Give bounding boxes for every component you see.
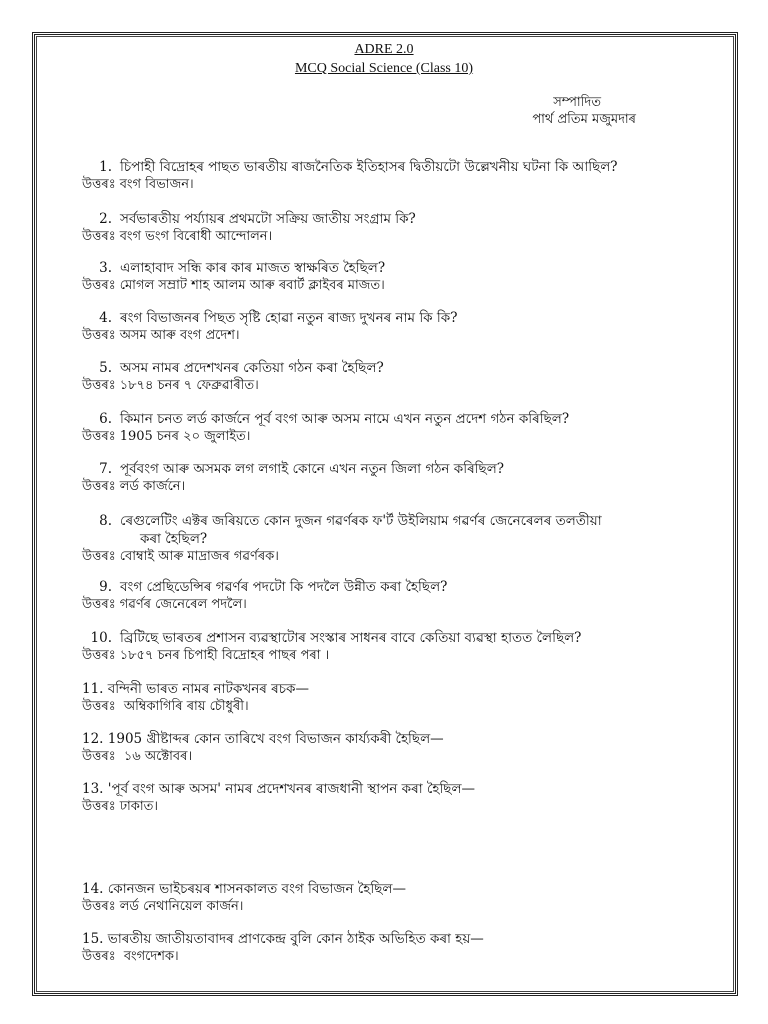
question-item-3: 3. এলাহাবাদ সন্ধি কাৰ কাৰ মাজত স্বাক্ষৰিত হৈছিল? উত্তৰঃ মোগল সম্ৰাট শাহ আলম আৰু ৰবাৰ্ট ক্লাইবৰ মাজত। <box>82 260 386 293</box>
question-item-5: 5. অসম নামৰ প্ৰদেশখনৰ কেতিয়া গঠন কৰা হৈছিল? উত্তৰঃ ১৮৭৪ চনৰ ৭ ফেব্ৰুৱাৰীত। <box>82 360 384 393</box>
question-item-7: 7. পূৰ্ববংগ আৰু অসমক লগ লগাই কোনে এখন নতুন জিলা গঠন কৰিছিল? উত্তৰঃ লৰ্ড কাৰ্জনে। <box>82 461 505 494</box>
question-item-1: 1. চিপাহী বিদ্ৰোহৰ পাছত ভাৰতীয় ৰাজনৈতিক ইতিহাসৰ দ্বিতীয়টো উল্লেখনীয় ঘটনা কি আছিল? উত্তৰঃ বংগ বিভাজন। <box>82 159 618 192</box>
question-item-6: 6. কিমান চনত লৰ্ড কাৰ্জনে পূৰ্ব বংগ আৰু অসম নামে এখন নতুন প্ৰদেশ গঠন কৰিছিল? উত্তৰঃ 1905 চনৰ ২০ জুলাইত। <box>82 411 570 444</box>
question-item-10: 10. ব্ৰিটিছে ভাৰতৰ প্ৰশাসন ব্যৱস্থাটোৰ সংস্কাৰ সাধনৰ বাবে কেতিয়া ব্যৱস্থা হাতত লৈছিল? উত্তৰঃ ১৮৫৭ চনৰ চিপাহী বিদ্ৰোহৰ পাছৰ পৰা । <box>82 630 582 663</box>
question-item-13: 13. 'পূৰ্ব বংগ আৰু অসম' নামৰ প্ৰদেশখনৰ ৰাজধানী স্থাপন কৰা হৈছিল— উত্তৰঃ ঢাকাত। <box>82 781 476 814</box>
question-item-8: 8. ৰেগুলেটিং এক্টৰ জৰিয়তে কোন দুজন গৱৰ্ণৰক ফ'ৰ্ট উইলিয়াম গৱৰ্ণৰ জেনেৰেলৰ তলতীয়া কৰা হৈছিল? উত্তৰঃ বোম্বাই আৰু মাদ্ৰাজৰ গৱৰ্ণৰক। <box>82 513 602 564</box>
question-item-14: 14. কোনজন ভাইচৰয়ৰ শাসনকালত বংগ বিভাজন হৈছিল— উত্তৰঃ লৰ্ড নেথানিয়েল কাৰ্জন। <box>82 881 406 914</box>
document-subtitle: MCQ Social Science (Class 10) <box>294 61 474 76</box>
question-item-9: 9. বংগ প্ৰেছিডেন্সিৰ গৱৰ্ণৰ পদটো কি পদলৈ উন্নীত কৰা হৈছিল? উত্তৰঃ গৱৰ্ণৰ জেনেৰেল পদলৈ। <box>82 579 448 612</box>
document-title: ADRE 2.0 <box>354 42 414 57</box>
question-item-2: 2. সৰ্বভাৰতীয় পৰ্য্যায়ৰ প্ৰথমটো সক্ৰিয় জাতীয় সংগ্ৰাম কি? উত্তৰঃ বংগ ভংগ বিৰোধী আন্দোলন। <box>82 211 416 244</box>
editor-name: পাৰ্থ প্ৰতিম মজুমদাৰ <box>532 112 636 127</box>
question-item-4: 4. ৰংগ বিভাজনৰ পিছত সৃষ্টি হোৱা নতুন ৰাজ্য দুখনৰ নাম কি কি? উত্তৰঃ অসম আৰু বংগ প্ৰদেশ। <box>82 310 458 343</box>
edited-by-label: সম্পাদিত <box>553 95 601 110</box>
question-item-12: 12. 1905 খ্ৰীষ্টাব্দৰ কোন তাৰিখে বংগ বিভাজন কাৰ্য্যকৰী হৈছিল— উত্তৰঃ ১৬ অক্টোবৰ। <box>82 731 444 764</box>
question-item-11: 11. বন্দিনী ভাৰত নামৰ নাটকখনৰ ৰচক— উত্তৰঃ অম্বিকাগিৰি ৰায় চৌধুৰী। <box>82 681 309 714</box>
question-item-15: 15. ভাৰতীয় জাতীয়তাবাদৰ প্ৰাণকেন্দ্ৰ বুলি কোন ঠাইক অভিহিত কৰা হয়— উত্তৰঃ বংগদেশক। <box>82 931 484 964</box>
